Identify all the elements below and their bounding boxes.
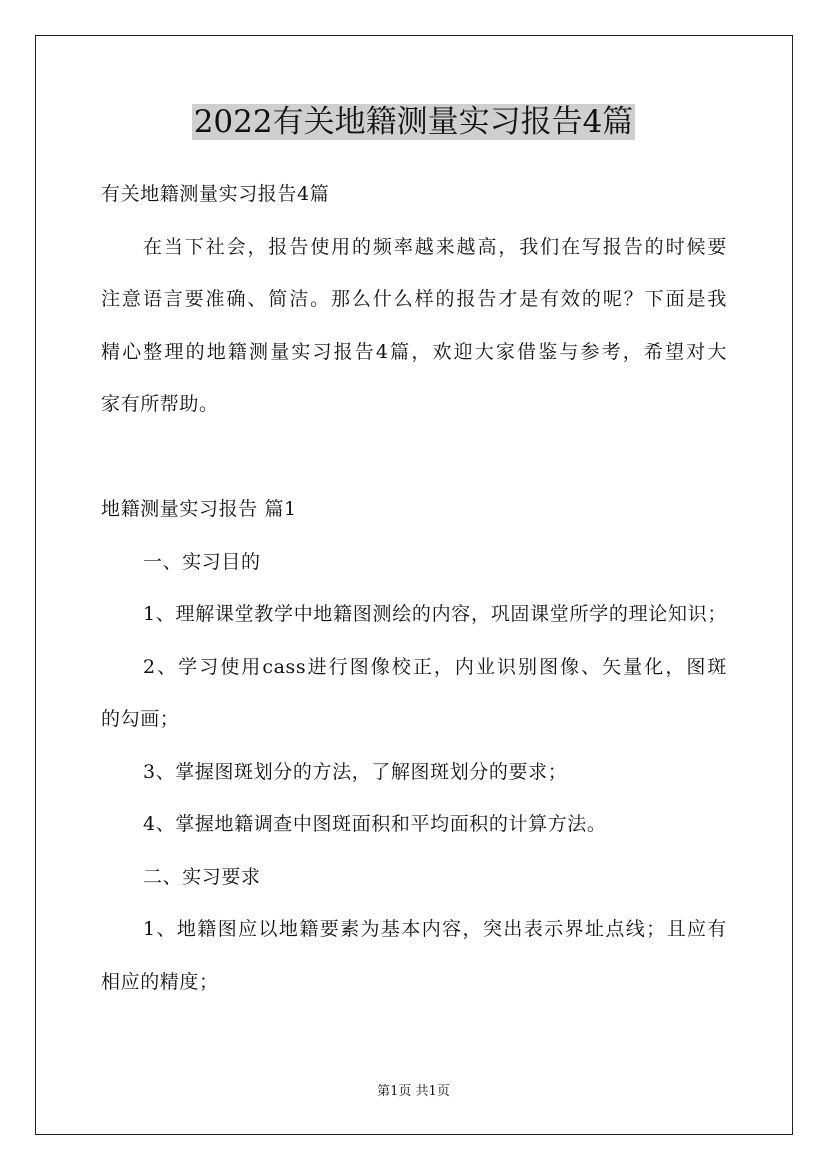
paragraph-spacer bbox=[101, 435, 727, 488]
intro-line-4: 家有所帮助。 bbox=[101, 393, 219, 415]
body-line-5: 3、掌握图斑划分的方法，了解图斑划分的要求； bbox=[143, 760, 568, 783]
body-line-8: 1、地籍图应以地籍要素为基本内容，突出表示界址点线；且应有 bbox=[143, 918, 727, 940]
document-title bbox=[0, 102, 827, 142]
body-line-1: 一、实习目的 bbox=[143, 550, 261, 573]
page-footer bbox=[0, 1082, 827, 1102]
intro-line-1: 在当下社会，报告使用的频率越来越高，我们在写报告的时候要 bbox=[143, 235, 727, 258]
intro-line-2: 注意语言要准确、简洁。那么什么样的报告才是有效的呢？下面是我 bbox=[101, 288, 727, 310]
document-title-text: 2022有关地籍测量实习报告4篇 bbox=[193, 104, 634, 140]
body-line-4: 的勾画； bbox=[101, 708, 180, 730]
body-line-2: 1、理解课堂教学中地籍图测绘的内容，巩固课堂所学的理论知识； bbox=[143, 603, 727, 625]
body-line-3: 2、学习使用cass进行图像校正，内业识别图像、矢量化，图斑 bbox=[143, 655, 727, 678]
document-subtitle: 有关地籍测量实习报告4篇 bbox=[101, 183, 330, 205]
body-line-9: 相应的精度； bbox=[101, 970, 219, 993]
body-line-7: 二、实习要求 bbox=[143, 865, 261, 888]
page-number: 第1页 共1页 bbox=[377, 1084, 450, 1099]
section-heading: 地籍测量实习报告 篇1 bbox=[101, 498, 297, 520]
intro-line-3: 精心整理的地籍测量实习报告4篇，欢迎大家借鉴与参考，希望对大 bbox=[101, 340, 727, 363]
body-line-6: 4、掌握地籍调查中图斑面积和平均面积的计算方法。 bbox=[143, 813, 607, 835]
document-body bbox=[101, 172, 727, 1012]
